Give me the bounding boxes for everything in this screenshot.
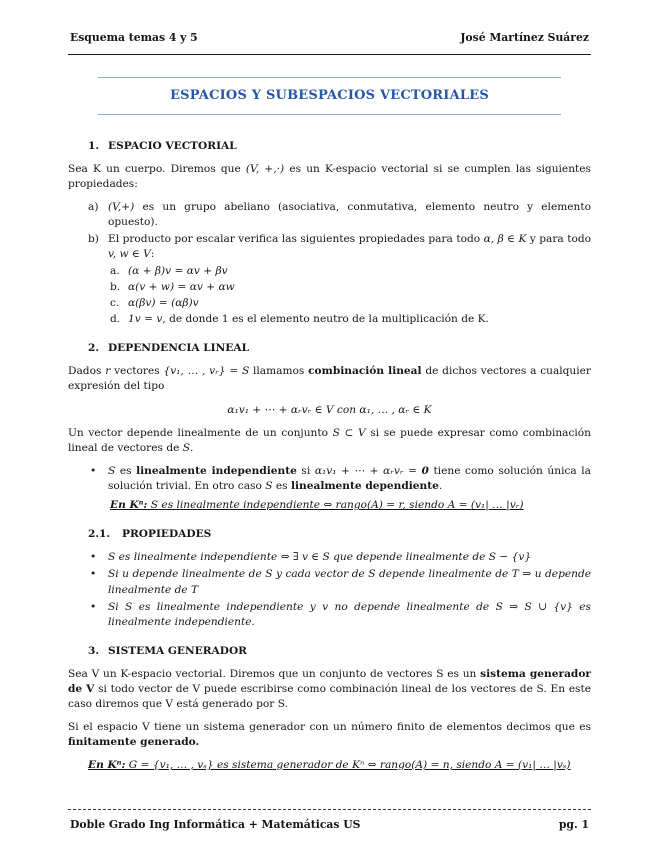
section-2-1-heading: [68, 527, 591, 542]
text-run: tiene como solución única la solución trivial. En otro caso: [108, 465, 591, 493]
text-run: si todo vector de V puede escribirse como combinación lineal de los vectores de S. En este caso diremos que V está generado por S.: [68, 682, 591, 710]
title-block: [98, 77, 561, 114]
list-item-text: [108, 200, 591, 230]
s3-paragraph-2: [68, 720, 591, 750]
property-text: S es linealmente independiente ⇔ ∃ v ∈ S que depende linealmente de S − {v}: [108, 551, 532, 564]
bold-run: combinación lineal: [308, 365, 422, 378]
math-run: (V, +,·): [245, 162, 285, 175]
list-label: a.: [110, 265, 120, 277]
s2-paragraph-2: [68, 426, 591, 456]
section-2-heading: [68, 341, 591, 356]
s2-paragraph-1: [68, 364, 591, 394]
s1-sub-d: [68, 312, 591, 327]
section-3-heading: [68, 644, 591, 659]
list-label: b.: [110, 281, 121, 294]
bullet-marker: •: [90, 551, 97, 564]
text-run: :: [150, 247, 155, 260]
text-run: Si el espacio V tiene un sistema generador con un número finito de elementos decimos que es: [68, 720, 591, 733]
list-item-text: [108, 232, 591, 262]
kn-criterion-generator: [88, 758, 591, 773]
list-item-text: [128, 312, 591, 327]
kn-statement: G = {v₁, … , vₛ} es sistema generador de Kⁿ ⇔ rango(A) = n, siendo A = (v₁| … |vₛ): [125, 758, 571, 771]
math-run: S ⊂ V: [332, 427, 366, 440]
text-run: llamamos: [249, 365, 309, 378]
text-run: es: [115, 465, 137, 478]
math-run: {v₁, … , vᵣ} = S: [163, 365, 250, 378]
bullet-text: [108, 464, 591, 494]
kn-label: En Kⁿ:: [110, 499, 148, 512]
text-run: Sea K un cuerpo. Diremos que: [68, 162, 246, 175]
s1-item-b: [68, 232, 591, 262]
text-run: Un vector depende linealmente de un conjunto: [68, 427, 333, 440]
list-label: d.: [110, 313, 121, 326]
math-run: v, w ∈ V: [108, 247, 151, 260]
footer-row: [68, 810, 591, 832]
list-label: c.: [110, 297, 120, 310]
page-title: ESPACIOS Y SUBESPACIOS VECTORIALES: [170, 88, 489, 104]
bullet-marker: •: [90, 600, 97, 613]
text-run: y para todo: [526, 232, 592, 245]
document-content: [68, 125, 591, 783]
math-run: α(βv) = (αβ)v: [128, 297, 199, 310]
s1-item-a: [68, 200, 591, 230]
title-rule-bottom: [98, 114, 561, 115]
text-run: , de donde 1 es el elemento neutro de la multiplicación de K.: [162, 313, 489, 326]
page-footer: [68, 809, 591, 832]
bold-math-run: 0: [421, 465, 429, 478]
section-2-title: DEPENDENCIA LINEAL: [108, 342, 250, 355]
section-2-1-number: 2.1.: [88, 528, 111, 541]
text-run: .: [190, 442, 194, 455]
property-bullet: [68, 600, 591, 630]
section-2-number: 2.: [88, 342, 100, 355]
section-3-title: SISTEMA GENERADOR: [108, 644, 247, 657]
math-run: S: [108, 465, 116, 478]
math-run: α, β ∈ K: [483, 232, 527, 245]
text-run: de dichos vectores a cualquier expresión del tipo: [68, 365, 591, 393]
bold-run: finitamente generado: [68, 735, 196, 748]
text-run: vectores: [110, 365, 164, 378]
kn-label: En Kⁿ:: [88, 758, 126, 771]
section-1-heading: [68, 139, 591, 154]
s2-bullet-independence: [68, 464, 591, 494]
s1-sub-a: [68, 264, 591, 279]
math-run: α₁v₁ + ⋯ + αᵣvᵣ =: [314, 465, 422, 478]
kn-statement: S es linealmente independiente ⇔ rango(A) = r, siendo A = (v₁| … |vᵣ): [147, 499, 524, 512]
math-run: r: [105, 365, 111, 378]
math-run: S: [182, 442, 191, 455]
bullet-marker: •: [90, 568, 97, 581]
math-run: S: [265, 480, 273, 493]
kn-criterion-independence: [110, 498, 591, 513]
section-3-number: 3.: [88, 644, 100, 657]
math-run: (V,+): [108, 200, 135, 213]
s1-intro-paragraph: [68, 162, 591, 192]
text-run: Dados: [68, 365, 106, 378]
section-1-number: 1.: [88, 139, 100, 152]
property-text: Si u depende linealmente de S y cada vector de S depende linealmente de T ⇒ u depende linealmente de T: [108, 568, 591, 596]
property-bullet: [68, 567, 591, 597]
math-run: (α + β)v = αv + βv: [128, 265, 228, 277]
footer-right-text: pg. 1: [558, 817, 589, 831]
section-1-title: ESPACIO VECTORIAL: [108, 139, 237, 152]
footer-left-text: Doble Grado Ing Informática + Matemáticas US: [70, 817, 361, 831]
text-run: si: [296, 465, 315, 478]
property-text: Si S es linealmente independiente y v no depende linealmente de S ⇒ S ∪ {v} es linealmente independiente.: [108, 600, 591, 628]
header-right-text: José Martínez Suárez: [460, 31, 589, 44]
text-run: es: [272, 480, 291, 493]
s1-sub-c: [68, 296, 591, 311]
list-label: b): [88, 232, 99, 245]
text-run: El producto por escalar verifica las siguientes propiedades para todo: [108, 232, 484, 245]
math-run: α(v + w) = αv + αw: [128, 281, 235, 294]
s3-paragraph-1: [68, 667, 591, 712]
bold-run: linealmente dependiente: [290, 480, 439, 493]
list-label: a): [88, 200, 99, 213]
page-header: [68, 24, 591, 55]
s1-sub-b: [68, 280, 591, 295]
text-run: es un grupo abeliano (asociativa, conmutativa, elemento neutro y elemento opuesto).: [108, 200, 591, 228]
bullet-marker: •: [90, 465, 97, 478]
property-bullet: [68, 550, 591, 565]
header-left-text: Esquema temas 4 y 5: [70, 31, 198, 44]
section-2-1-title: PROPIEDADES: [122, 528, 212, 541]
math-run: 1v = v: [128, 313, 163, 326]
text-run: .: [438, 480, 443, 493]
bold-run: linealmente independiente: [136, 465, 297, 478]
text-run: si se puede expresar como combinación lineal de vectores de: [68, 427, 591, 455]
bold-run: .: [195, 735, 200, 748]
bold-run: sistema generador de V: [68, 667, 591, 695]
text-run: Sea V un K-espacio vectorial. Diremos que un conjunto de vectores S es un: [68, 667, 481, 680]
linear-combination-formula: α₁v₁ + ⋯ + αᵣvᵣ ∈ V con α₁, … , αᵣ ∈ K: [227, 404, 432, 417]
text-run: es un K-espacio vectorial si se cumplen las siguientes propiedades:: [68, 162, 591, 190]
